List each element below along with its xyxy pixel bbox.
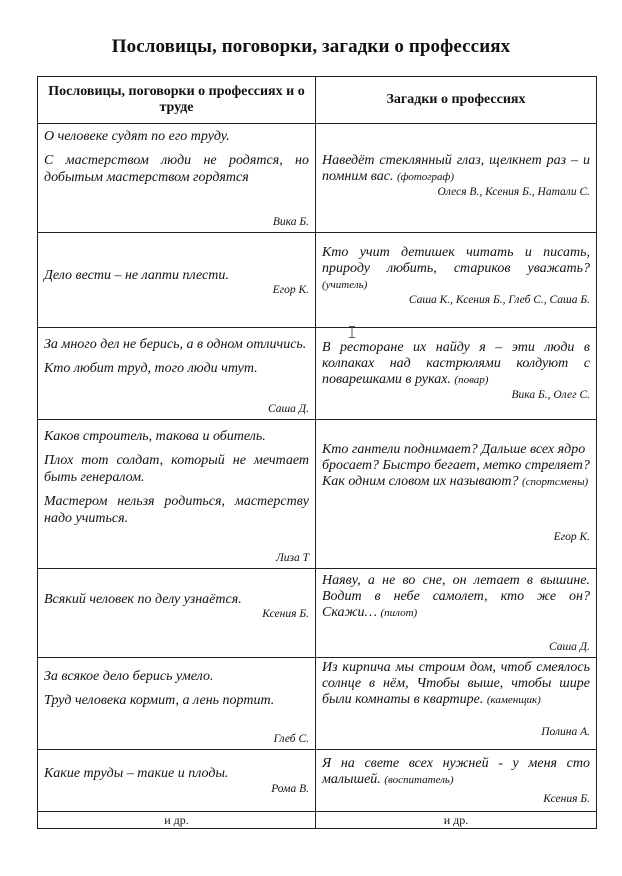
table-row	[38, 569, 597, 658]
proverbs-cell	[38, 569, 316, 658]
proverb-author: Егор К.	[272, 284, 309, 296]
footer-row	[38, 812, 597, 829]
proverb-author: Ксения Б.	[262, 608, 309, 620]
text-cursor-icon	[349, 326, 355, 338]
proverb: Дело вести – не лапти плести.	[44, 268, 229, 283]
proverb: Мастером нельзя родиться, мастерству надо учиться.	[44, 494, 309, 526]
riddle-text: Кто учит детишек читать и писать, природу любить, стариков уважать?	[322, 245, 590, 276]
riddle-cell	[316, 750, 597, 812]
riddle-cell	[316, 233, 597, 328]
riddle-author: Саша К., Ксения Б., Глеб С., Саша Б.	[408, 294, 590, 306]
proverb-author: Лиза Т	[275, 552, 309, 564]
proverbs-cell	[38, 233, 316, 328]
header-riddles: Загадки о профессиях	[316, 77, 597, 124]
proverbs-cell	[38, 328, 316, 420]
riddle-text: Я на свете всех нужней - у меня сто малышей.	[322, 756, 590, 787]
riddle-answer: (повар)	[454, 374, 489, 386]
proverb: Какие труды – такие и плоды.	[44, 766, 229, 781]
proverbs-cell	[38, 124, 316, 233]
table-row	[38, 750, 597, 812]
riddle-cell	[316, 569, 597, 658]
riddle-text: Наведёт стеклянный глаз, щелкнет раз – и помним вас.	[322, 153, 590, 184]
header-proverbs: Пословицы, поговорки о профессиях и о труде	[38, 77, 316, 124]
table-row	[38, 420, 597, 569]
riddle-cell	[316, 658, 597, 750]
proverb-author: Рома В.	[271, 783, 309, 795]
riddle-author: Ксения Б.	[543, 793, 590, 805]
riddle-author: Полина А.	[541, 726, 590, 738]
riddle-cell	[316, 420, 597, 569]
riddle-text: Кто гантели поднимает? Дальше всех ядро бросает? Быстро бегает, метко стреляет? Как одним словом их называют?	[322, 442, 590, 489]
riddle-text: Из кирпича мы строим дом, чтоб смеялось солнце в нём, Чтобы выше, чтобы шире были комнаты в квартире.	[322, 660, 590, 707]
riddle-text: В ресторане их найду я – эти люди в колпаках над кастрюлями колдуют с поварешками в руках.	[322, 340, 590, 387]
riddle-text: Наяву, а не во сне, он летает в вышине. Водит в небе самолет, кто же он? Скажи…	[322, 573, 590, 620]
proverbs-cell	[38, 658, 316, 750]
proverb: Всякий человек по делу узнаётся.	[44, 592, 242, 607]
riddle-answer: (каменщик)	[486, 694, 541, 706]
table-row	[38, 658, 597, 750]
table-row	[38, 124, 597, 233]
proverb-author: Вика Б.	[272, 216, 309, 228]
riddle-author: Саша Д.	[549, 641, 590, 653]
proverb: С мастерством люди не родятся, но добытым мастерством гордятся	[44, 153, 309, 185]
footer-right: и др.	[316, 812, 597, 829]
proverb: Плох тот солдат, который не мечтает быть генералом.	[44, 453, 309, 485]
riddle-answer: (спортсмены)	[521, 476, 589, 488]
proverb-author: Саша Д.	[268, 403, 309, 415]
riddle-answer: (воспитатель)	[384, 774, 454, 786]
proverb: Кто любит труд, того люди чтут.	[44, 361, 258, 376]
header-row	[38, 77, 597, 124]
riddle-answer: (учитель)	[322, 279, 368, 291]
proverb-author: Глеб С.	[273, 733, 309, 745]
proverbs-riddles-table	[37, 76, 597, 829]
page-title: Пословицы, поговорки, загадки о профессиях	[111, 36, 511, 57]
riddle-cell	[316, 124, 597, 233]
proverb: Труд человека кормит, а лень портит.	[44, 693, 275, 708]
proverb: О человеке судят по его труду.	[44, 129, 230, 144]
proverb: За много дел не берись, а в одном отличись.	[44, 337, 307, 352]
footer-left: и др.	[38, 812, 316, 829]
riddle-author: Олеся В., Ксения Б., Натали С.	[437, 186, 590, 198]
riddle-author: Вика Б., Олег С.	[511, 389, 590, 401]
riddle-answer: (пилот)	[380, 607, 418, 619]
riddle-answer: (фотограф)	[396, 171, 455, 183]
table-row	[38, 233, 597, 328]
proverb: За всякое дело берись умело.	[44, 669, 214, 684]
table-row	[38, 328, 597, 420]
proverbs-cell	[38, 420, 316, 569]
proverb: Каков строитель, такова и обитель.	[44, 429, 266, 444]
riddle-author: Егор К.	[553, 531, 590, 543]
riddle-cell	[316, 328, 597, 420]
proverbs-cell	[38, 750, 316, 812]
